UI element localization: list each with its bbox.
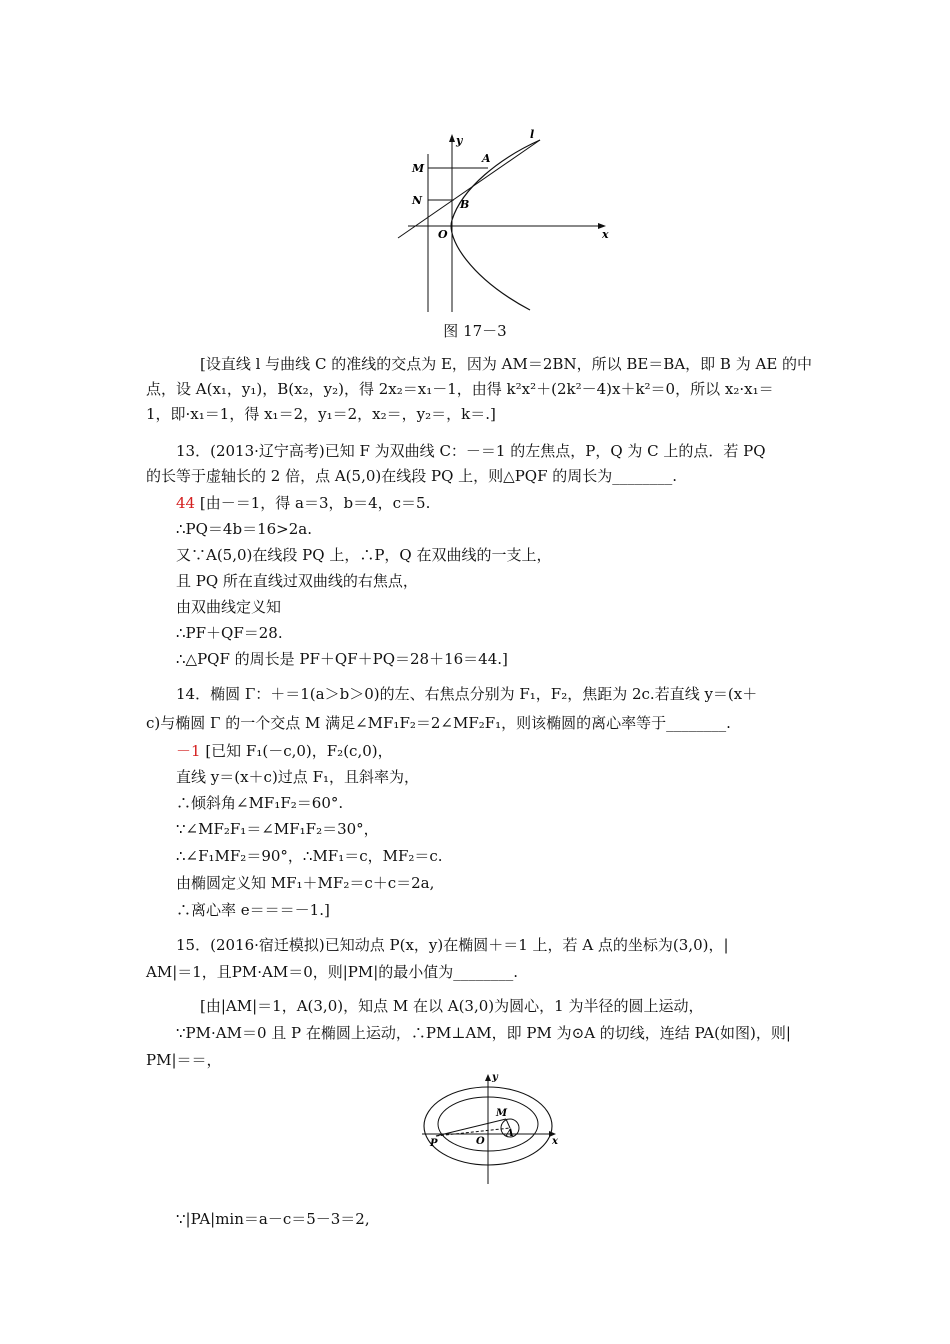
label-x: x bbox=[602, 228, 609, 241]
text-line: ∴∠F₁MF₂＝90°，∴MF₁＝c，MF₂＝c. bbox=[176, 847, 443, 865]
text-line: 由椭圆定义知 MF₁＋MF₂＝c＋c＝2a, bbox=[176, 874, 435, 892]
figure-caption: 图 17－3 bbox=[443, 322, 507, 340]
text-line: ∵|PA|min＝a－c＝5－3＝2, bbox=[176, 1210, 370, 1228]
answer-line bbox=[176, 493, 430, 513]
parabola-figure bbox=[390, 128, 620, 314]
answer-value: 44 bbox=[176, 494, 196, 512]
y-axis-arrow bbox=[449, 134, 455, 142]
text-line: 13．(2013·辽宁高考)已知 F 为双曲线 C：－＝1 的左焦点，P，Q 为 C 上的点．若 PQ bbox=[176, 442, 766, 460]
label-N: N bbox=[412, 194, 423, 207]
text-line: 1，即·x₁＝1，得 x₁＝2，y₁＝2，x₂＝，y₂＝，k＝.] bbox=[146, 405, 496, 423]
label-B: B bbox=[460, 198, 470, 211]
text-line: ∴倾斜角∠MF₁F₂＝60°. bbox=[176, 794, 344, 812]
text-line: [设直线 l 与曲线 C 的准线的交点为 E，因为 AM＝2BN，所以 BE＝BA，即 B 为 AE 的中 bbox=[200, 355, 813, 373]
text-line: 的长等于虚轴长的 2 倍，点 A(5,0)在线段 PQ 上，则△PQF 的周长为________. bbox=[146, 467, 678, 485]
label-y: y bbox=[456, 134, 463, 147]
text-line: ∴PQ＝4b＝16>2a. bbox=[176, 520, 312, 538]
text-line: c)与椭圆 Γ 的一个交点 M 满足∠MF₁F₂＝2∠MF₂F₁，则该椭圆的离心率等于________. bbox=[146, 714, 731, 732]
label-M: M bbox=[496, 1108, 508, 1119]
label-x: x bbox=[552, 1136, 558, 1147]
text-line: 点，设 A(x₁，y₁)，B(x₂，y₂)，得 2x₂＝x₁－1，由得 k²x²＋(2k²－4)x＋k²＝0，所以 x₂·x₁＝ bbox=[146, 380, 774, 398]
label-A: A bbox=[482, 152, 491, 165]
text-line: 且 PQ 所在直线过双曲线的右焦点， bbox=[176, 572, 418, 590]
text-line: 又∵A(5,0)在线段 PQ 上，∴P，Q 在双曲线的一支上， bbox=[176, 546, 552, 564]
answer-value: －1 bbox=[176, 742, 201, 760]
y-axis-arrow bbox=[485, 1074, 491, 1081]
label-A: A bbox=[506, 1128, 514, 1139]
text-line: ∵∠MF₂F₁＝∠MF₁F₂＝30°， bbox=[176, 820, 379, 838]
text-line: ∴离心率 e＝＝＝－1.] bbox=[176, 901, 330, 919]
segment-PA bbox=[436, 1128, 510, 1136]
text-line: AM|＝1，且PM·AM＝0，则|PM|的最小值为________. bbox=[146, 963, 519, 981]
answer-explanation: [已知 F₁(－c,0)，F₂(c,0)， bbox=[200, 742, 393, 760]
label-M: M bbox=[412, 162, 425, 175]
label-P: P bbox=[430, 1138, 438, 1149]
text-line: [由|AM|＝1，A(3,0)，知点 M 在以 A(3,0)为圆心，1 为半径的圆上运动， bbox=[200, 997, 704, 1015]
segment-AM bbox=[506, 1119, 510, 1128]
label-l: l bbox=[530, 128, 535, 141]
ellipse-figure bbox=[420, 1070, 570, 1186]
text-line: 14．椭圆 Γ：＋＝1(a＞b＞0)的左、右焦点分别为 F₁，F₂，焦距为 2c.若直线 y＝(x＋ bbox=[176, 685, 758, 703]
label-O: O bbox=[438, 228, 448, 241]
text-line: 由双曲线定义知 bbox=[176, 598, 282, 616]
text-line: ∴△PQF 的周长是 PF＋QF＋PQ＝28＋16＝44.] bbox=[176, 650, 508, 668]
text-line: ∵PM·AM＝0 且 P 在椭圆上运动，∴PM⊥AM，即 PM 为⊙A 的切线，连结 PA(如图)，则| bbox=[176, 1024, 791, 1042]
text-line: PM|＝＝， bbox=[146, 1051, 222, 1069]
text-line: 15．(2016·宿迁模拟)已知动点 P(x，y)在椭圆＋＝1 上，若 A 点的坐标为(3,0)，| bbox=[176, 936, 729, 954]
label-O: O bbox=[476, 1136, 485, 1147]
label-y: y bbox=[492, 1072, 498, 1083]
answer-explanation: [由－＝1，得 a＝3，b＝4，c＝5. bbox=[195, 494, 431, 512]
segment-PM bbox=[436, 1119, 506, 1136]
text-line: ∴PF＋QF＝28. bbox=[176, 624, 283, 642]
text-line: 直线 y＝(x＋c)过点 F₁，且斜率为， bbox=[176, 768, 419, 786]
answer-line bbox=[176, 741, 393, 761]
line-l bbox=[398, 140, 540, 238]
parabola-curve bbox=[451, 140, 540, 310]
